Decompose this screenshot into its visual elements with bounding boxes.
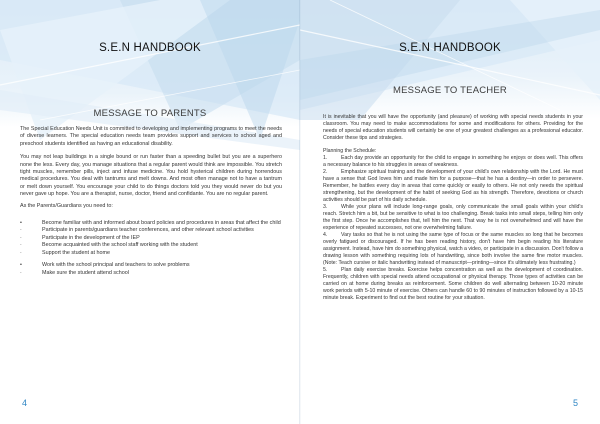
list-item: · Support the student at home xyxy=(20,249,111,256)
intro-paragraph: The Special Education Needs Unit is committed to developing and implementing programs to meet the needs of diverse learners. The special education needs team provides support and services to school aged and preschool students identified as having an educational disability. xyxy=(20,126,282,147)
responsibility-list-2 xyxy=(20,262,282,277)
intro-paragraph: It is inevitable that you will have the opportunity (and pleasure) of working with special needs students in your classroom. You may need to make accommodations for some and modifications for others. Providing for the needs of special education students will certainly be one of your greatest challenges as a professional educator. Consider these tips and strategies. xyxy=(323,114,583,141)
list-item: · Participate in the development of the IEP xyxy=(20,234,140,241)
step-item: 5. Plan daily exercise breaks. Exercise helps concentration as well as the development of coordination. Frequently, children with special needs attend occupational or physical therapy. Those types of activities can be carried on at home during breaks as reinforcement. Some children do well alternating between 10-20 minute work periods with 5-10 minute of exercise. Others can handle 60 to 90 minutes of instruction followed by a 10-15 minute break. Experiment to find out the best routine for your situation. xyxy=(323,267,583,301)
responsibility-list-1 xyxy=(20,220,282,257)
section-title: MESSAGE TO PARENTS xyxy=(93,108,207,119)
bullet-icon: · xyxy=(20,249,22,256)
page-number: 4 xyxy=(22,398,28,408)
list-item: • Work with the school principal and teachers to solve problems xyxy=(20,262,190,269)
bullet-icon: · xyxy=(20,227,22,234)
list-item: · Make sure the student attend school xyxy=(20,269,129,276)
bullet-icon: • xyxy=(20,262,22,269)
step-item: 3. While your plans will include long-range goals, only communicate the small goals within your child's reach. Stretch him a bit, but be sensitive to what is too challenging. Break tasks into small steps, telling him only the first step. Once he accomplishes that, tell him the next. That way he is not overwhelmed and will have the experience of repeated successes, not one overwhelming failure. xyxy=(323,204,583,231)
right-page xyxy=(300,0,600,424)
handbook-title: S.E.N HANDBOOK xyxy=(99,42,201,54)
planning-heading: Planning the Schedule: xyxy=(323,148,377,154)
list-item: • Become familiar with and informed about board policies and procedures in areas that affect the child xyxy=(20,220,281,227)
list-lead: As the Parents/Guardians you need to: xyxy=(20,203,113,210)
section-title: MESSAGE TO TEACHER xyxy=(393,85,507,96)
list-item: · Participate in parents/guardians teacher conferences, and other relevant school activities xyxy=(20,227,254,234)
handbook-title: S.E.N HANDBOOK xyxy=(399,42,501,54)
step-item: 2. Emphasize spiritual training and the development of your child's own relationship with the Lord. He must have a sense that God loves him and made him for a purpose—that he has a destiny—in order to persevere. Remember, he battles every day in areas that come quickly or easily to others. He not only needs the spiritual strengthening, but the development of the habit of seeking God as his strength. Therefore, devotions or church activities should be part of his daily schedule. xyxy=(323,169,583,203)
left-page-body xyxy=(20,126,282,277)
book-spine xyxy=(299,0,301,424)
step-item: 4. Vary tasks so that he is not using the same type of focus or the same muscles so long that he becomes overly fatigued or discouraged. If he has been reading history, don't have him begin reading his literature assignment. Instead, have him do something physical, watch a video, or participate in a discussion. Don't follow a drawing lesson with something requiring lots of handwriting, since both involve the same fine motor muscles. (Note: Teach cursive or italic handwriting instead of manuscript—printing—since it's ultimately less frustrating.) xyxy=(323,232,583,266)
bullet-icon: · xyxy=(20,242,22,249)
bullet-icon: · xyxy=(20,269,22,276)
list-item: · Become acquainted with the school staff working with the student xyxy=(20,242,198,249)
bullet-icon: · xyxy=(20,234,22,241)
superhero-paragraph: You may not leap buildings in a single bound or run faster than a speeding bullet but you are a superhero none the less. Every day, you manage situations that a regular parent would think are impossible. You stretch tight muscles, remember pills, inject and infuse medicine. You hold hysterical children during horrendous medical procedures. You deal with tantrums and melt downs. And most often manage not to have a tantrum or melt down yourself. You encourage your child to do things doctors told you they would never do but you never gave up hope. You are a therapist, nurse, doctor, friend and confidante. You are no regular parent. xyxy=(20,154,282,198)
page-number: 5 xyxy=(572,398,578,408)
bullet-icon: • xyxy=(20,220,22,227)
step-item: 1. Each day provide an opportunity for the child to engage in something he enjoys or does well. This offers a necessary balance to his struggles in areas of weakness. xyxy=(323,155,583,168)
right-page-body xyxy=(323,114,583,302)
